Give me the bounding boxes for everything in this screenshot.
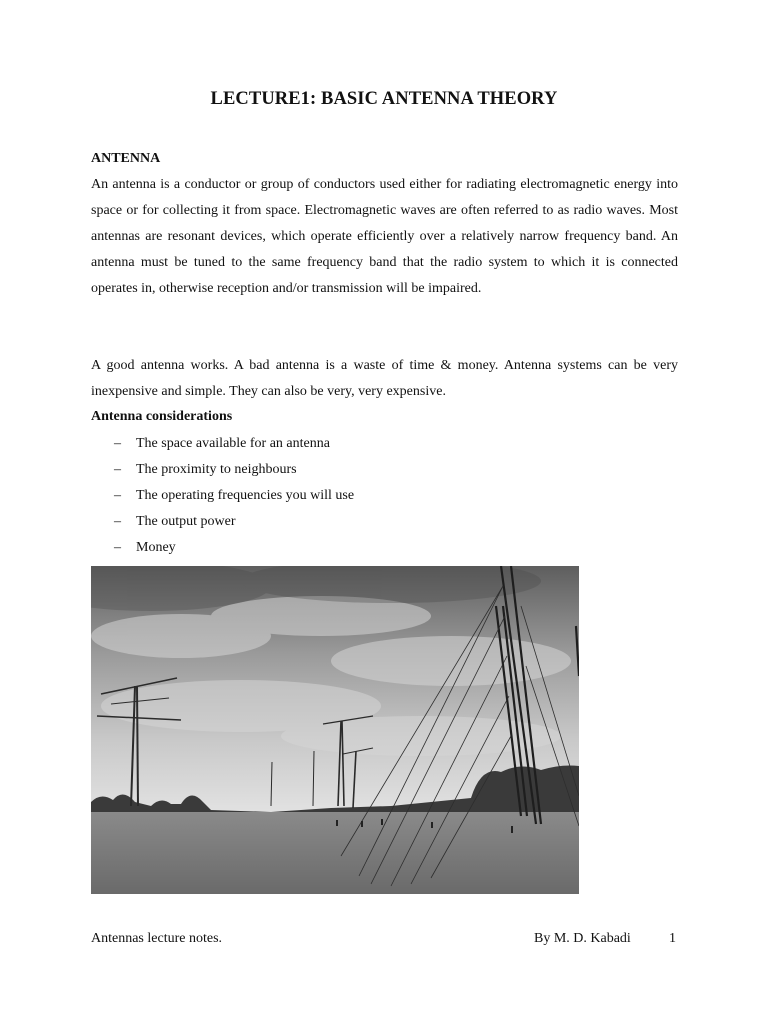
considerations-heading: Antenna considerations	[91, 409, 233, 424]
antenna-field-photo	[91, 566, 579, 894]
list-item-text: The operating frequencies you will use	[136, 488, 355, 503]
bullet-dash: –	[114, 488, 121, 503]
page-number: 1	[669, 931, 676, 946]
list-item	[114, 509, 354, 535]
list-item-text: Money	[136, 540, 176, 555]
list-item-text: The output power	[136, 514, 236, 529]
bullet-dash: –	[114, 436, 121, 451]
intro-paragraph: An antenna is a conductor or group of conductors used either for radiating electromagnetic energy into space or for collecting it from space. Electromagnetic waves are often referred to as radio waves. Most antennas are resonant devices, which operate efficiently over a relatively narrow frequency band. An antenna must be tuned to the same frequency band that the radio system to which it is connected operates in, otherwise reception and/or transmission will be impaired.	[91, 177, 678, 296]
section-heading: ANTENNA	[91, 151, 161, 166]
grass-field	[91, 812, 579, 894]
list-item-text: The space available for an antenna	[136, 436, 330, 451]
bullet-dash: –	[114, 540, 121, 555]
bullet-dash: –	[114, 514, 121, 529]
antenna-field-illustration	[91, 566, 579, 894]
list-item	[114, 457, 354, 483]
summary-paragraph: A good antenna works. A bad antenna is a waste of time & money. Antenna systems can be very inexpensive and simple. They can also be very, very expensive.	[91, 358, 678, 399]
bullet-dash: –	[114, 462, 121, 477]
page-title: LECTURE1: BASIC ANTENNA THEORY	[210, 89, 558, 109]
footer-course-title: Antennas lecture notes.	[91, 931, 223, 946]
list-item	[114, 431, 354, 457]
list-item	[114, 535, 354, 561]
considerations-list	[114, 431, 354, 561]
footer-author: By M. D. Kabadi	[534, 931, 631, 946]
list-item-text: The proximity to neighbours	[136, 462, 297, 477]
list-item	[114, 483, 354, 509]
